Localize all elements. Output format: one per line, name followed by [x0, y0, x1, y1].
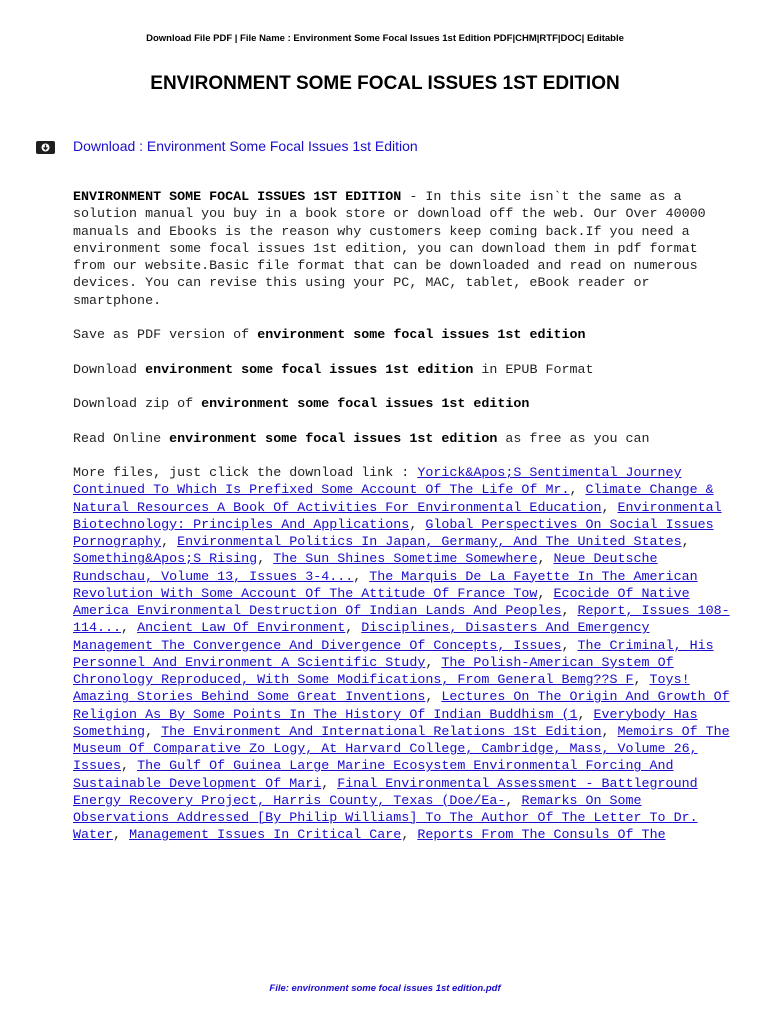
related-file-link[interactable]: Memoirs Of The Museum Of Comparative Zo Logy, At Harvard College, Cambridge, Mass, Volume 26, Issues	[73, 724, 730, 775]
related-file-link[interactable]: Neue Deutsche Rundschau, Volume 13, Issues 3-4...	[73, 552, 658, 585]
related-file-link[interactable]: Report, Issues 108-114...	[73, 604, 730, 637]
download-link[interactable]: Download : Environment Some Focal Issues 1st Edition	[73, 138, 418, 154]
save-pdf-line	[73, 327, 733, 344]
read-online-line	[73, 431, 733, 448]
more-files-paragraph	[73, 465, 733, 845]
related-file-link[interactable]: Global Perspectives On Social Issues Pornography	[73, 517, 714, 550]
save-prefix: Save as PDF version of	[73, 328, 258, 343]
related-file-link[interactable]: Remarks On Some Observations Addressed [By Philip Williams] To The Author Of The Letter To Dr. Water	[73, 793, 698, 844]
page-footer: File: environment some focal issues 1st edition.pdf	[269, 983, 501, 994]
more-files-links: Yorick&Apos;S Sentimental Journey Continued To Which Is Prefixed Some Account Of The Life Of Mr., Climate Change & Natural Resources A Book Of Activities For Environmental Education, Environmental Biotechnology: Principles And Applications, Global Perspectives On Social Issues Pornography, Environmental Politics In Japan, Germany, And The United States, Something&Apos;S Rising, The Sun Shines Sometime Somewhere, Neue Deutsche Rundschau, Volume 13, Issues 3-4..., The Marquis De La Fayette In The American Revolution With Some Account Of The Attitude Of France Tow, Ecocide Of Native America Environmental Destruction Of Indian Lands And Peoples, Report, Issues 108-114..., Ancient Law Of Environment, Disciplines, Disasters And Emergency Management The Convergence And Divergence Of Concepts, Issues, The Criminal, His Personnel And Environment A Scientific Study, The Polish-American System Of Chronology Reproduced, With Some Modifications, From General Bemg??S F, Toys! Amazing Stories Behind Some Great Inventions, Lectures On The Origin And Growth Of Religion As By Some Points In The History Of Indian Buddhism (1, Everybody Has Something, The Environment And International Relations 1St Edition, Memoirs Of The Museum Of Comparative Zo Logy, At Harvard College, Cambridge, Mass, Volume 26, Issues, The Gulf Of Guinea Large Marine Ecosystem Environmental Forcing And Sustainable Development Of Mari, Final Environmental Assessment - Battleground Energy Recovery Project, Harris County, Texas (Doe/Ea-, Remarks On Some Observations Addressed [By Philip Williams] To The Author Of The Letter To Dr. Water, Management Issues In Critical Care, Reports From The Consuls Of The	[73, 466, 730, 844]
page-header: Download File PDF | File Name : Environment Some Focal Issues 1st Edition PDF|CHM|RTF|DOC| Editable	[146, 33, 624, 44]
online-prefix: Read Online	[73, 431, 170, 447]
page-title: ENVIRONMENT SOME FOCAL ISSUES 1ST EDITION	[150, 73, 620, 94]
related-file-link[interactable]: The Marquis De La Fayette In The American Revolution With Some Account Of The Attitude Of France Tow	[73, 569, 698, 602]
related-file-link[interactable]: Yorick&Apos;S Sentimental Journey Continued To Which Is Prefixed Some Account Of The Life Of Mr.	[73, 466, 682, 499]
intro-bold-title: ENVIRONMENT SOME FOCAL ISSUES 1ST EDITION	[73, 190, 402, 205]
download-row	[36, 138, 736, 158]
related-file-link[interactable]: Toys! Amazing Stories Behind Some Great Inventions	[73, 673, 690, 706]
related-file-link[interactable]: Management Issues In Critical Care	[129, 828, 402, 844]
zip-bold: environment some focal issues 1st edition	[201, 397, 530, 412]
related-file-link[interactable]: Disciplines, Disasters And Emergency Management The Convergence And Divergence Of Concepts, Issues	[73, 621, 650, 654]
epub-bold: environment some focal issues 1st edition	[145, 362, 474, 378]
epub-prefix: Download	[73, 362, 146, 378]
save-bold: environment some focal issues 1st edition	[257, 328, 586, 343]
intro-paragraph	[73, 189, 733, 310]
related-file-link[interactable]: The Environment And International Relations 1St Edition	[161, 724, 602, 740]
online-suffix: as free as you can	[497, 431, 650, 447]
related-file-link[interactable]: Lectures On The Origin And Growth Of Religion As By Some Points In The History Of Indian Buddhism (1	[73, 690, 730, 723]
document-body	[73, 189, 733, 862]
download-icon[interactable]	[36, 141, 55, 154]
epub-line	[73, 362, 733, 379]
related-file-link[interactable]: Final Environmental Assessment - Battleground Energy Recovery Project, Harris County, Texas (Doe/Ea-	[73, 776, 698, 809]
related-file-link[interactable]: The Gulf Of Guinea Large Marine Ecosystem Environmental Forcing And Sustainable Development Of Mari	[73, 759, 674, 792]
more-files-prefix: More files, just click the download link :	[73, 466, 418, 481]
related-file-link[interactable]: Ecocide Of Native America Environmental Destruction Of Indian Lands And Peoples	[73, 586, 690, 619]
related-file-link[interactable]: The Polish-American System Of Chronology Reproduced, With Some Modifications, From General Bemg??S F	[73, 655, 674, 688]
related-file-link[interactable]: Ancient Law Of Environment	[137, 621, 346, 637]
related-file-link[interactable]: The Sun Shines Sometime Somewhere	[273, 552, 538, 568]
related-file-link[interactable]: Environmental Politics In Japan, Germany, And The United States	[177, 535, 682, 550]
zip-line	[73, 396, 733, 413]
related-file-link[interactable]: Everybody Has Something	[73, 707, 698, 740]
epub-suffix: in EPUB Format	[473, 362, 594, 378]
intro-text: - In this site isn`t the same as a solution manual you buy in a book store or download off the web. Our Over 40000 manuals and Ebooks is the reason why customers keep coming back.If you need a environment some focal issues 1st edition, you can download them in pdf format from our website.Basic file format that can be downloaded and read on numerous devices. You can revise this using your PC, MAC, tablet, eBook reader or smartphone.	[73, 190, 706, 309]
related-file-link[interactable]: Something&Apos;S Rising	[73, 552, 258, 568]
related-file-link[interactable]: The Criminal, His Personnel And Environment A Scientific Study	[73, 638, 714, 671]
related-file-link[interactable]: Environmental Biotechnology: Principles And Applications	[73, 500, 722, 533]
related-file-link[interactable]: Climate Change & Natural Resources A Book Of Activities For Environmental Education	[73, 483, 714, 516]
related-file-link[interactable]: Reports From The Consuls Of The	[417, 828, 666, 844]
online-bold: environment some focal issues 1st edition	[169, 431, 498, 447]
zip-prefix: Download zip of	[73, 397, 202, 412]
